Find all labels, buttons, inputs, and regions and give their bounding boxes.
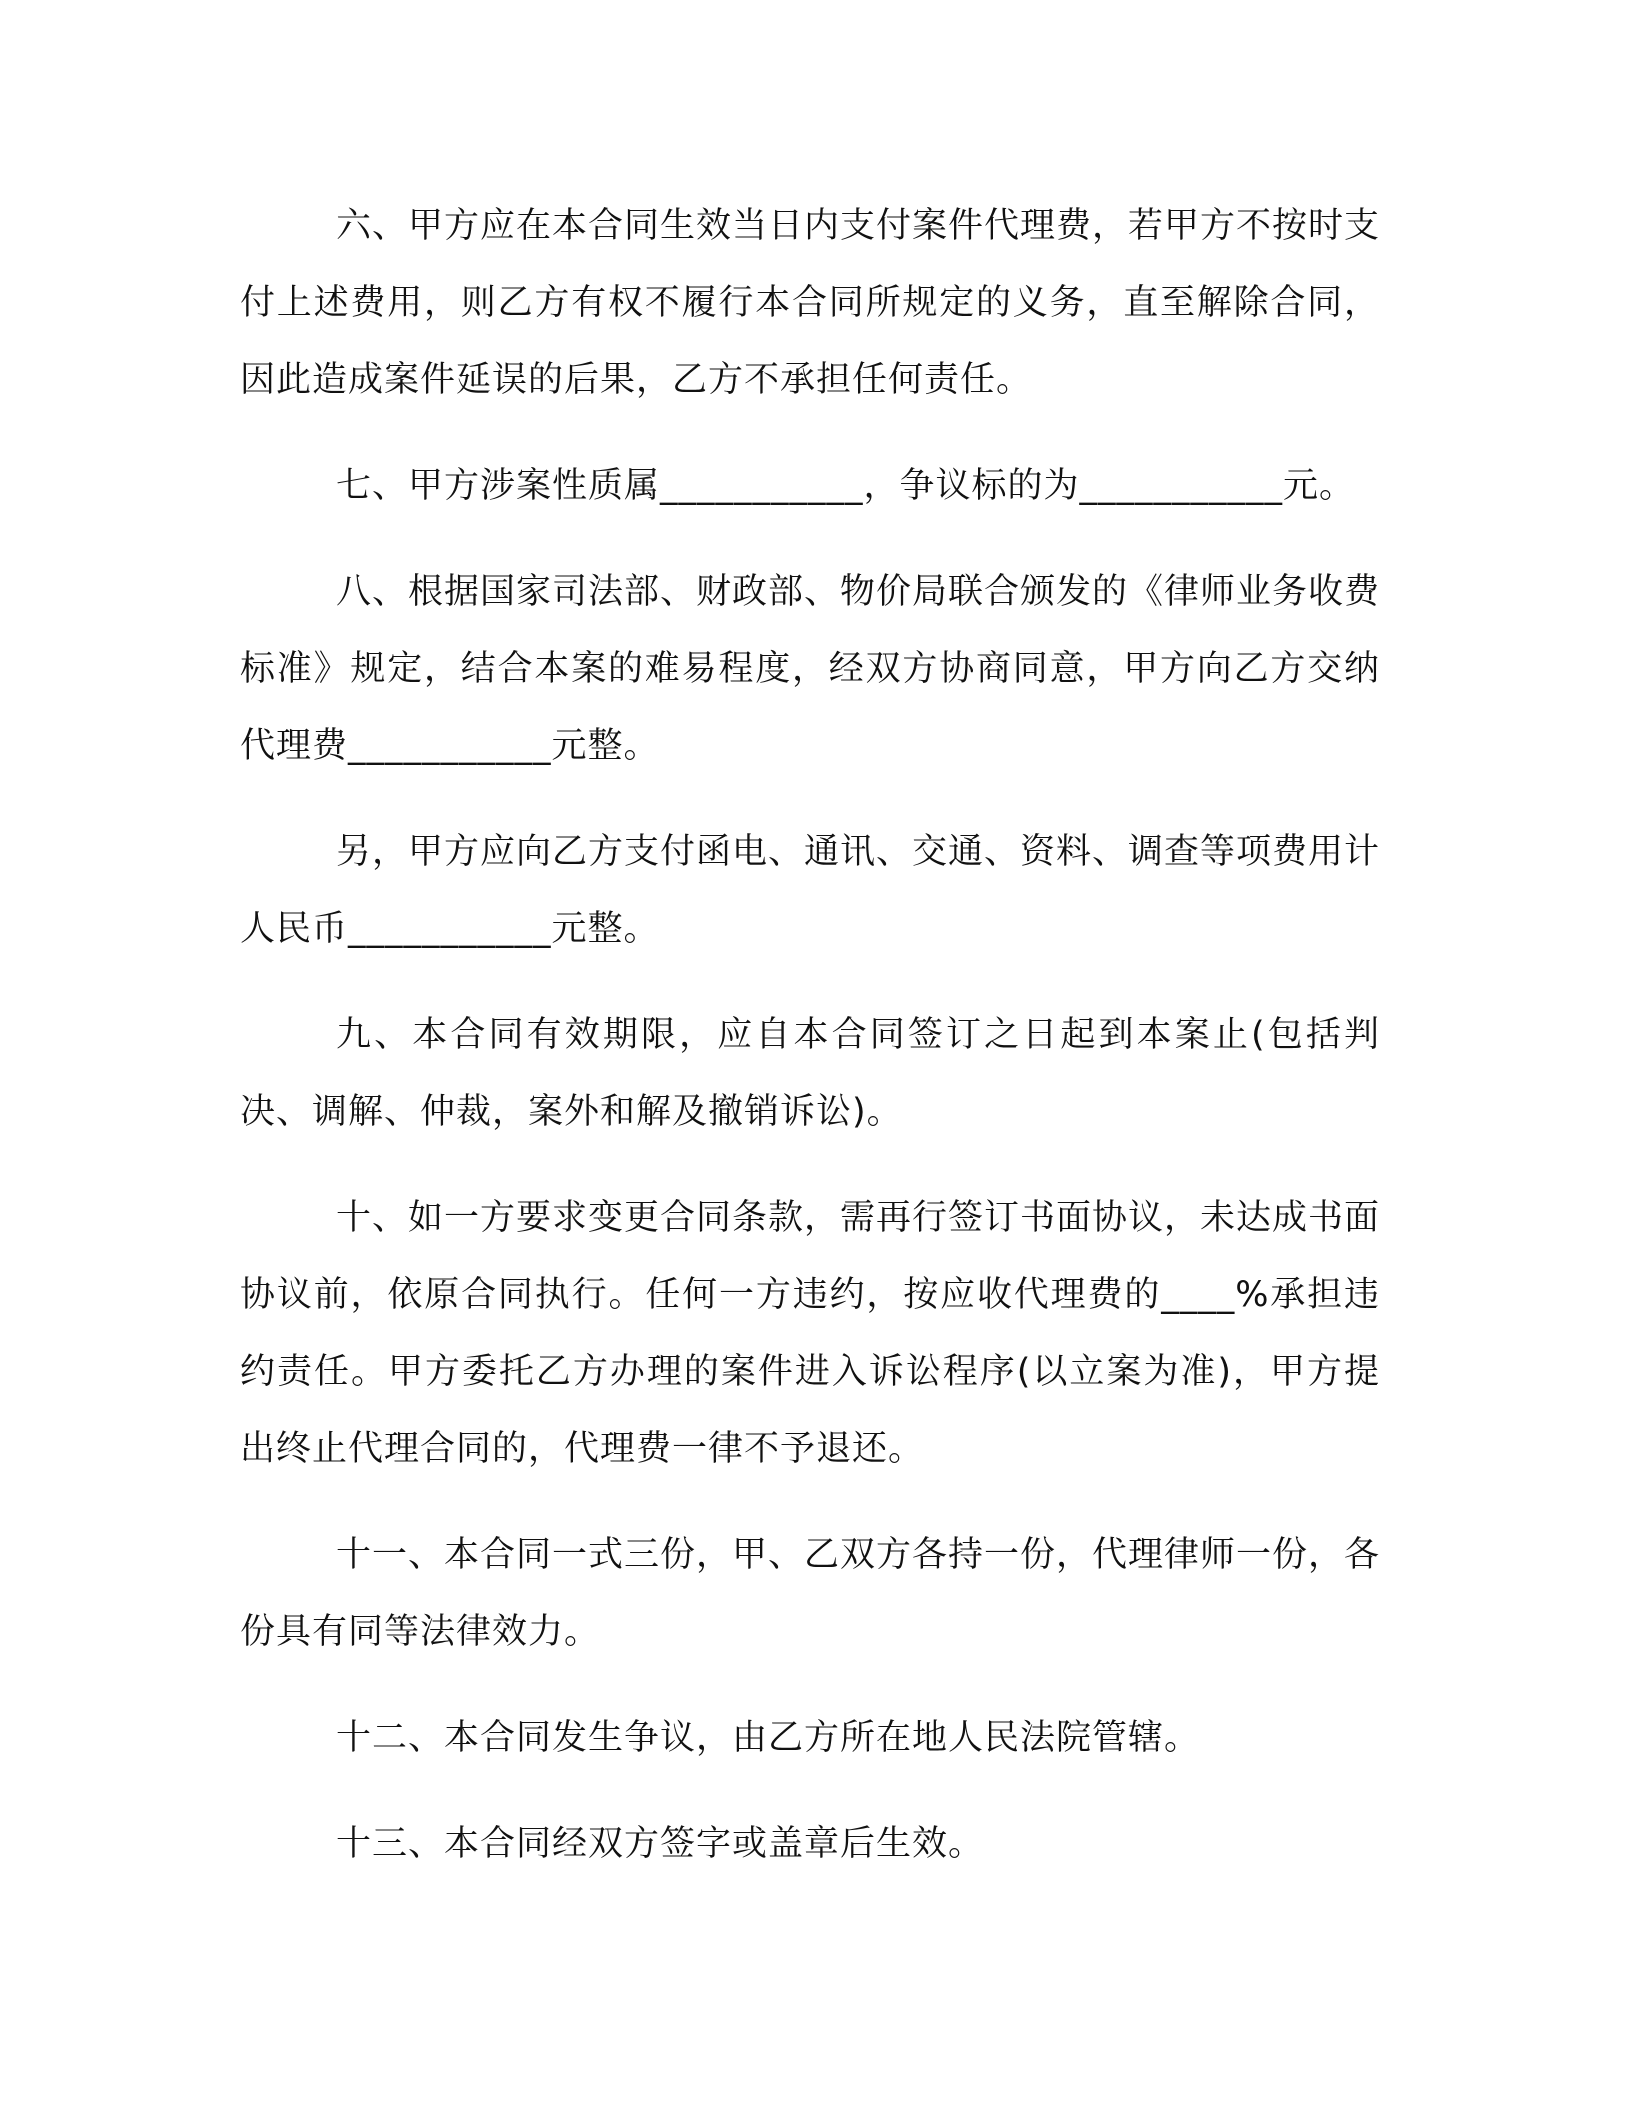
clause-10-paragraph: 十、如一方要求变更合同条款，需再行签订书面协议，未达成书面协议前，依原合同执行。任何一方违约，按应收代理费的____%承担违约责任。甲方委托乙方办理的案件进入诉讼程序(以立案为准)，甲方提出终止代理合同的，代理费一律不予退还。 xyxy=(240,1198,1381,1469)
clause-8-paragraph: 八、根据国家司法部、财政部、物价局联合颁发的《律师业务收费标准》规定，结合本案的难易程度，经双方协商同意，甲方向乙方交纳代理费___________元整。 xyxy=(240,572,1381,766)
clause-13-paragraph: 十三、本合同经双方签字或盖章后生效。 xyxy=(336,1824,985,1864)
clause-7-paragraph: 七、甲方涉案性质属___________，争议标的为___________元。 xyxy=(336,466,1356,506)
clause-11-paragraph: 十一、本合同一式三份，甲、乙双方各持一份，代理律师一份，各份具有同等法律效力。 xyxy=(240,1535,1381,1652)
clause-9-paragraph: 九、本合同有效期限，应自本合同签订之日起到本案止(包括判决、调解、仲裁，案外和解及撤销诉讼)。 xyxy=(240,1015,1380,1132)
document-body xyxy=(240,188,1380,1912)
clause-6-paragraph: 六、甲方应在本合同生效当日内支付案件代理费，若甲方不按时支付上述费用，则乙方有权不履行本合同所规定的义务，直至解除合同，因此造成案件延误的后果，乙方不承担任何责任。 xyxy=(240,206,1381,400)
additional-fees-paragraph: 另，甲方应向乙方支付函电、通讯、交通、资料、调查等项费用计人民币___________元整。 xyxy=(240,832,1381,949)
clause-12-paragraph: 十二、本合同发生争议，由乙方所在地人民法院管辖。 xyxy=(336,1718,1201,1758)
